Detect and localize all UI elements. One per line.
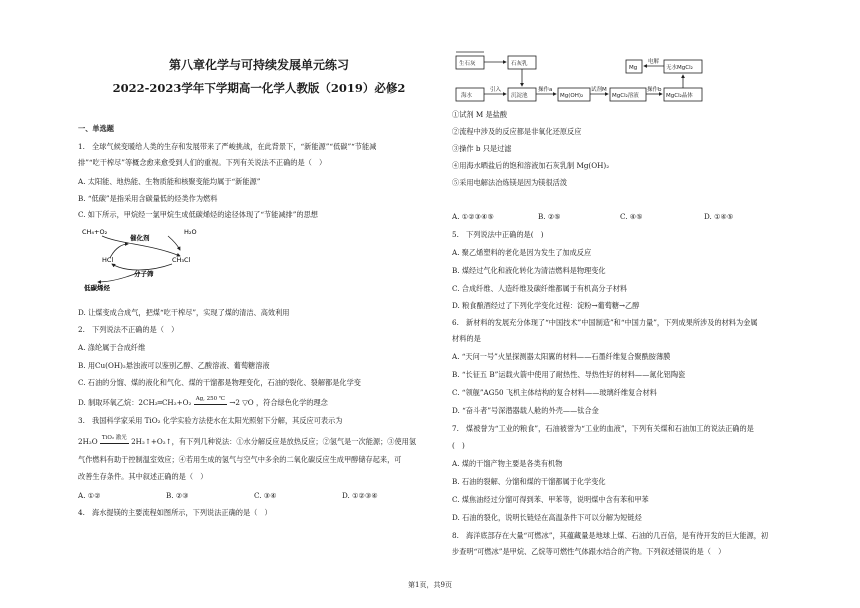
flow-label-mg: Mg [629,65,638,71]
q2-option-a: A. 涤纶属于合成纤维 [78,343,146,352]
q3-stem-line4: 改善生存条件。其中叙述正确的是（ ） [78,472,208,481]
document-subtitle: 2022-2023学年下学期高一化学人教版（2019）必修2 [112,81,406,95]
q4-option-d: D. ①④⑤ [704,212,734,221]
q3-stem-line1: 3. 我国科学家采用 TiO₂ 化学实验方法使水在太阳光照射下分解，其反应可表示为 [78,416,343,425]
diagram-h2o: H₂O [184,228,197,236]
flow-label-anhydrous: 无水MgCl₂ [666,65,693,71]
q2-option-d-pre: D. 制取环氧乙烷：2CH₂═CH₂+O₂ [78,398,192,407]
q1-stem-line2: 排”“吃干榨尽”等概念愈来愈受到人们的重视。下列有关说法不正确的是（ ） [78,158,327,167]
q4-statement-3: ③操作 b 只是过滤 [452,144,512,153]
q2-option-d-condition: Ag, 250 ℃ [194,394,227,405]
q3-option-b: B. ②③ [166,491,189,500]
q4-statement-4: ④用海水晒盐后的饱和溶液加石灰乳制 Mg(OH)₂ [452,161,610,170]
q2-option-d-post: →2 ▽O ，符合绿色化学的理念 [229,398,328,407]
q5-option-d: D. 粮食酿酒经过了下列化学变化过程：淀粉→葡萄糖→乙醇 [452,301,640,310]
flow-label-mgcl2-crystal: MgCl₂晶体 [666,93,693,99]
q3-equation-pre: 2H₂O [78,437,98,446]
diagram-ch4-o2: CH₄+O₂ [82,228,108,236]
q1-option-d: D. 让煤变成合成气，把煤“吃干榨尽”，实现了煤的清洁、高效利用 [78,308,290,317]
q6-option-a: A. “天问一号”火星探测器太阳翼的材料——石墨纤维复合聚酰胺薄膜 [452,352,671,361]
document-title: 第八章化学与可持续发展单元练习 [168,58,349,72]
q1-option-a: A. 太阳能、地热能、生物质能和核聚变能均属于“新能源” [78,177,261,186]
magnesium-flow-diagram [452,50,712,108]
flow-label-seawater: 海水 [461,93,473,99]
q4-statement-1: ①试剂 M 是盐酸 [452,110,508,119]
q4-statement-5: ⑤采用电解法冶炼镁是因为镁很活泼 [452,178,568,187]
q2-option-b: B. 用Cu(OH)₂悬浊液可以鉴别乙醇、乙酸溶液、葡萄糖溶液 [78,361,270,370]
q7-option-a: A. 煤的干馏产物主要是各类有机物 [452,459,563,468]
diagram-olefin: 低碳烯烃 [84,284,110,292]
q1-option-c: C. 如下所示，甲烷经一氯甲烷生成低碳烯烃的途径体现了“节能减排”的思想 [78,210,318,219]
q2-option-d [78,398,328,410]
flow-label-limemilk: 石灰乳 [511,61,528,67]
q1-stem-line1: 1. 全球气候变暖给人类的生存和发展带来了严峻挑战，在此背景下，“新能源”“低碳”“节能减 [78,142,377,151]
diagram-catalyst: 催化剂 [130,234,150,242]
q1-option-b: B. “低碳”是指采用含碳量低的烃类作为燃料 [78,194,218,203]
flow-label-operation-b: 操作b [647,87,662,93]
diagram-sieve: 分子筛 [134,270,154,278]
q3-option-c: C. ③④ [254,491,277,500]
flow-label-mgcl2-solution: MgCl₂溶液 [612,93,639,99]
q3-equation-condition: TiO₂ 激光 [100,433,129,444]
q8-stem-line2: 步查明“可燃冰”是甲烷、乙烷等可燃性气体跟水结合的产物。下列叙述错误的是（ ） [452,547,726,556]
diagram-hcl: HCl [102,256,114,264]
q4-statement-2: ②流程中涉及的反应都是非氧化还原反应 [452,127,582,136]
flow-label-quicklime: 生石灰 [459,61,476,67]
q4-stem: 4. 海水提镁的主要流程如图所示，下列说法正确的是（ ） [78,508,272,517]
q4-option-b: B. ②⑤ [538,212,561,221]
flow-label-mgoh2: Mg(OH)₂ [560,93,584,99]
q5-option-c: C. 合成纤维、人造纤维及碳纤维都属于有机高分子材料 [452,284,628,293]
q5-stem: 5. 下列说法中正确的是( ) [452,230,544,239]
q7-option-b: B. 石油的裂解、分馏和煤的干馏都属于化学变化 [452,477,606,486]
q7-stem-line2: ( ) [452,441,465,450]
q7-option-c: C. 煤焦油经过分馏可得到苯、甲苯等，说明煤中含有苯和甲苯 [452,495,649,504]
q4-option-a: A. ①②③④⑤ [452,212,494,221]
q6-stem-line2: 材料的是 [452,334,481,343]
flow-label-yinru: 引入 [490,87,502,93]
q4-option-c: C. ④⑤ [620,212,643,221]
page-footer: 第1页，共9页 [408,581,452,589]
q6-option-c: C. “领舰”AG50 飞机主体结构的复合材料——玻璃纤维复合材料 [452,388,657,397]
q7-option-d: D. 石油的裂化，说明长链烃在高温条件下可以分解为短链烃 [452,513,642,522]
diagram-ch3cl: CH₃Cl [172,256,191,264]
q3-stem-line2 [78,437,416,449]
q8-stem-line1: 8. 海洋底部存在大量“可燃冰”，其蕴藏量是地球上煤、石油的几百倍，是有待开发的巨大能源，初 [452,531,769,540]
q5-option-b: B. 煤经过气化和液化转化为清洁燃料是物理变化 [452,266,606,275]
flow-label-operation-a: 操作a [538,87,553,93]
q3-stem-line3: 气作燃料有助于控制温室效应；④若用生成的氢气与空气中多余的二氧化碳反应生成甲醇储存起来，可 [78,455,402,464]
q6-stem-line1: 6. 新材料的发展充分体现了“中国技术”中国制造”和“中国力量”，下列成果所涉及的材料为金属 [452,318,758,327]
flow-label-reagent-m: 试剂M [591,87,607,93]
section-heading: 一、单选题 [78,124,114,133]
q2-stem: 2. 下列说法不正确的是（ ） [78,325,179,334]
q7-stem-line1: 7. 煤被誉为“工业的粮食”，石油被誉为“工业的血液”，下列有关煤和石油加工的说法正确的是 [452,424,754,433]
q6-option-d: D. “奋斗者”号深潜器载人舱的外壳——钛合金 [452,406,599,415]
flow-label-tank: 沉淀池 [511,93,528,99]
q6-option-b: B. “长征五 B”运载火箭中使用了耐热性、导热性好的材料——氮化铝陶瓷 [452,370,686,379]
diagram-arrow-water [168,236,180,250]
q3-option-a: A. ①② [78,491,101,500]
flow-label-electrolysis: 电解 [648,59,660,65]
q3-option-d: D. ①②③④ [342,491,378,500]
q3-equation-post: 2H₂↑+O₂↑，有下列几种说法：①水分解反应是放热反应；②氢气是一次能源；③使用氢 [131,437,417,446]
methane-cycle-diagram [80,222,210,294]
q5-option-a: A. 聚乙烯塑料的老化是因为发生了加成反应 [452,248,592,257]
q2-option-c: C. 石油的分馏、煤的液化和气化、煤的干馏都是物理变化，石油的裂化、裂解都是化学变 [78,378,361,387]
